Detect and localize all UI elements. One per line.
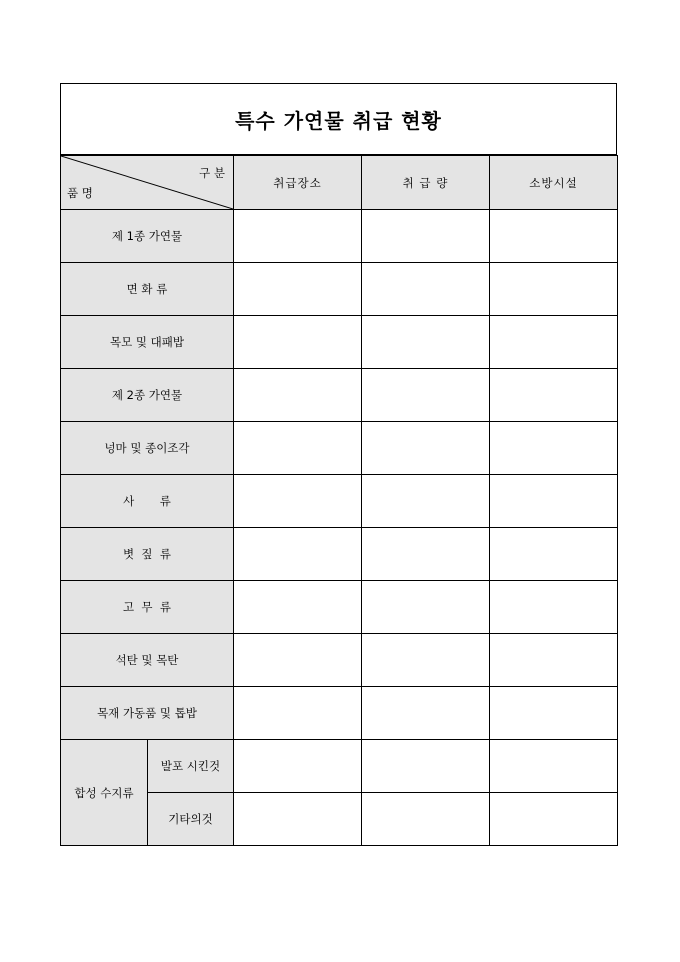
- quantity-cell[interactable]: [362, 475, 490, 528]
- table-row: [61, 528, 618, 581]
- diagonal-divider: [61, 156, 233, 209]
- facility-cell[interactable]: [490, 634, 618, 687]
- quantity-cell[interactable]: [362, 369, 490, 422]
- facility-cell[interactable]: [490, 740, 618, 793]
- facility-cell[interactable]: [490, 316, 618, 369]
- facility-cell[interactable]: [490, 581, 618, 634]
- corner-header-cell: [61, 156, 234, 210]
- location-cell[interactable]: [234, 475, 362, 528]
- table-row: [61, 316, 618, 369]
- facility-cell[interactable]: [490, 793, 618, 846]
- document-title: [60, 83, 617, 155]
- location-cell[interactable]: [234, 740, 362, 793]
- location-cell[interactable]: [234, 581, 362, 634]
- facility-cell[interactable]: [490, 687, 618, 740]
- quantity-cell[interactable]: [362, 740, 490, 793]
- item-label: 사 류: [61, 475, 234, 528]
- location-cell[interactable]: [234, 263, 362, 316]
- document-sheet: [60, 83, 617, 846]
- quantity-cell[interactable]: [362, 210, 490, 263]
- header-location: 취급장소: [234, 156, 362, 210]
- location-cell[interactable]: [234, 316, 362, 369]
- facility-cell[interactable]: [490, 422, 618, 475]
- location-cell[interactable]: [234, 369, 362, 422]
- quantity-cell[interactable]: [362, 422, 490, 475]
- facility-cell[interactable]: [490, 369, 618, 422]
- item-label: 제 1종 가연물: [61, 210, 234, 263]
- location-cell[interactable]: [234, 210, 362, 263]
- table-row: [61, 475, 618, 528]
- item-label: 넝마 및 종이조각: [61, 422, 234, 475]
- location-cell[interactable]: [234, 793, 362, 846]
- table-row: [61, 687, 618, 740]
- table-row: [61, 634, 618, 687]
- status-table: [60, 155, 618, 846]
- sub-item-label: 발포 시킨것: [148, 740, 234, 793]
- quantity-cell[interactable]: [362, 528, 490, 581]
- location-cell[interactable]: [234, 422, 362, 475]
- quantity-cell[interactable]: [362, 634, 490, 687]
- header-row: [61, 156, 618, 210]
- table-row: [61, 740, 618, 793]
- quantity-cell[interactable]: [362, 316, 490, 369]
- item-label: 목재 가동품 및 톱밥: [61, 687, 234, 740]
- item-label: 면 화 류: [61, 263, 234, 316]
- facility-cell[interactable]: [490, 475, 618, 528]
- table-row: [61, 369, 618, 422]
- corner-label-category: 구 분: [199, 166, 225, 180]
- quantity-cell[interactable]: [362, 793, 490, 846]
- item-label: 석탄 및 목탄: [61, 634, 234, 687]
- table-row: [61, 581, 618, 634]
- facility-cell[interactable]: [490, 263, 618, 316]
- sub-item-label: 기타의것: [148, 793, 234, 846]
- group-label: 합성 수지류: [61, 740, 148, 846]
- item-label: 고 무 류: [61, 581, 234, 634]
- item-label: 목모 및 대패밥: [61, 316, 234, 369]
- quantity-cell[interactable]: [362, 581, 490, 634]
- header-facility: 소방시설: [490, 156, 618, 210]
- facility-cell[interactable]: [490, 210, 618, 263]
- item-label: 제 2종 가연물: [61, 369, 234, 422]
- facility-cell[interactable]: [490, 528, 618, 581]
- quantity-cell[interactable]: [362, 263, 490, 316]
- table-row: [61, 422, 618, 475]
- corner-label-item: 품 명: [67, 186, 93, 200]
- table-row: [61, 210, 618, 263]
- title-text: 특수 가연물 취급 현황: [235, 108, 442, 133]
- item-label: 볏 짚 류: [61, 528, 234, 581]
- location-cell[interactable]: [234, 687, 362, 740]
- quantity-cell[interactable]: [362, 687, 490, 740]
- location-cell[interactable]: [234, 528, 362, 581]
- table-row: [61, 263, 618, 316]
- location-cell[interactable]: [234, 634, 362, 687]
- header-quantity: 취 급 량: [362, 156, 490, 210]
